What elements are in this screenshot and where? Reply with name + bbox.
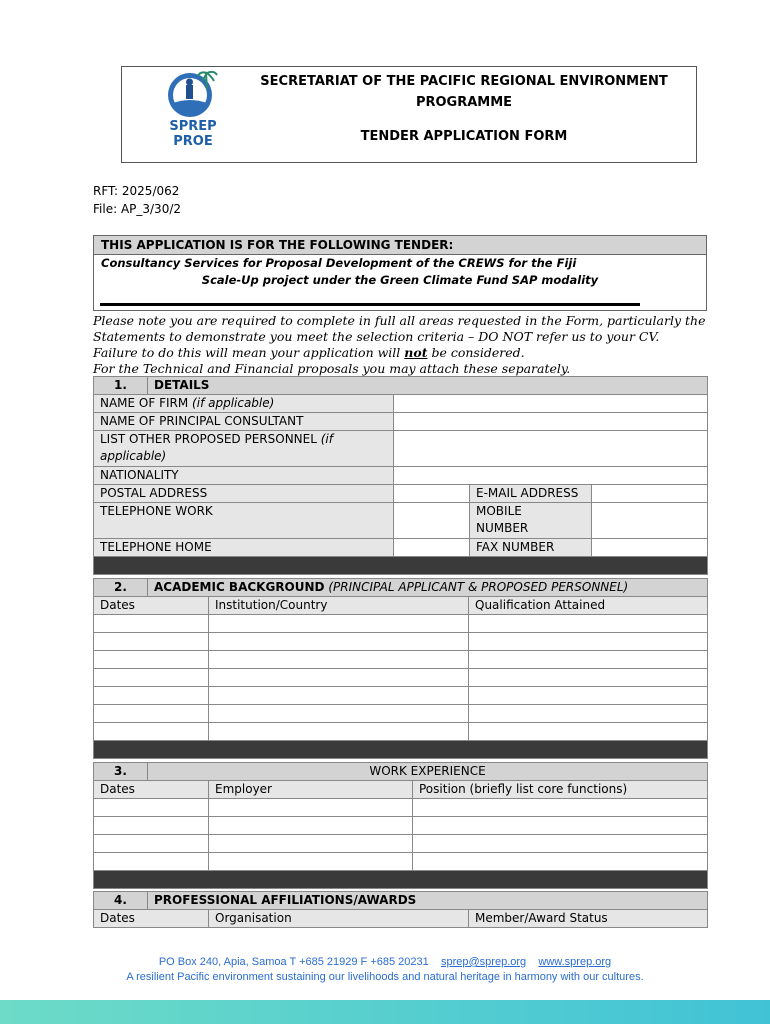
qualification-cell[interactable] (469, 669, 708, 687)
form-title: TENDER APPLICATION FORM (360, 129, 568, 144)
dates-cell[interactable] (94, 669, 209, 687)
institution-cell[interactable] (209, 615, 469, 633)
table-row (94, 669, 708, 687)
label-nationality: NATIONALITY (94, 467, 394, 485)
column-header-qualification: Qualification Attained (469, 597, 708, 615)
section-title: WORK EXPERIENCE (148, 763, 708, 781)
footer-email-link[interactable]: sprep@sprep.org (441, 956, 527, 968)
academic-table (93, 578, 708, 759)
institution-cell[interactable] (209, 723, 469, 741)
email-address-field[interactable] (592, 485, 708, 503)
instructions-note (93, 313, 713, 377)
column-header-position: Position (briefly list core functions) (413, 781, 708, 799)
position-cell[interactable] (413, 835, 708, 853)
dates-cell[interactable] (94, 835, 209, 853)
qualification-cell[interactable] (469, 723, 708, 741)
qualification-cell[interactable] (469, 687, 708, 705)
table-row (94, 687, 708, 705)
label-text: NUMBER (476, 521, 529, 535)
principal-consultant-field[interactable] (394, 413, 708, 431)
section-number: 2. (94, 579, 148, 597)
section-separator (94, 741, 708, 759)
nationality-field[interactable] (394, 467, 708, 485)
footer-contact (0, 956, 770, 968)
label-hint: (if (320, 432, 333, 446)
tender-underline (100, 303, 640, 306)
dates-cell[interactable] (94, 705, 209, 723)
label-principal-consultant: NAME OF PRINCIPAL CONSULTANT (94, 413, 394, 431)
label-fax-number: FAX NUMBER (470, 539, 592, 557)
letterhead-box (121, 66, 697, 163)
section-title: PROFESSIONAL AFFILIATIONS/AWARDS (148, 892, 708, 910)
dates-cell[interactable] (94, 799, 209, 817)
column-header-dates: Dates (94, 597, 209, 615)
position-cell[interactable] (413, 799, 708, 817)
label-hint: (if applicable) (192, 396, 275, 410)
label-email-address: E-MAIL ADDRESS (470, 485, 592, 503)
employer-cell[interactable] (209, 853, 413, 871)
table-row (94, 723, 708, 741)
dates-cell[interactable] (94, 651, 209, 669)
table-row (94, 835, 708, 853)
note-line-3 (93, 345, 713, 361)
dates-cell[interactable] (94, 687, 209, 705)
label-text: LIST OTHER PROPOSED PERSONNEL (100, 432, 321, 446)
institution-cell[interactable] (209, 651, 469, 669)
table-row (94, 651, 708, 669)
table-row (94, 799, 708, 817)
table-row (94, 615, 708, 633)
organisation-name (244, 71, 684, 113)
label-other-personnel (94, 431, 394, 467)
firm-name-field[interactable] (394, 395, 708, 413)
label-hint: applicable) (100, 449, 167, 463)
position-cell[interactable] (413, 817, 708, 835)
tender-box (93, 235, 707, 311)
telephone-home-field[interactable] (394, 539, 470, 557)
logo-text-proe: PROE (173, 134, 213, 149)
mobile-number-field[interactable] (592, 503, 708, 539)
dates-cell[interactable] (94, 817, 209, 835)
dates-cell[interactable] (94, 633, 209, 651)
rft-number: RFT: 2025/062 (93, 184, 180, 198)
footer-color-band (0, 1000, 770, 1024)
note-line-4: For the Technical and Financial proposals you may attach these separately. (93, 361, 571, 376)
section-number: 3. (94, 763, 148, 781)
note-line-3-start: Failure to do this will mean your application will (93, 345, 405, 360)
employer-cell[interactable] (209, 835, 413, 853)
qualification-cell[interactable] (469, 615, 708, 633)
section-title: DETAILS (148, 377, 708, 395)
footer-tagline: A resilient Pacific environment sustaining our livelihoods and natural heritage in harmony with our cultures. (126, 971, 644, 983)
footer-website-link[interactable]: www.sprep.org (538, 956, 612, 968)
section-title-text: ACADEMIC BACKGROUND (154, 580, 325, 594)
postal-address-field[interactable] (394, 485, 470, 503)
dates-cell[interactable] (94, 723, 209, 741)
logo-text-sprep: SPREP (169, 119, 217, 134)
section-number: 1. (94, 377, 148, 395)
institution-cell[interactable] (209, 705, 469, 723)
tender-title (94, 255, 706, 289)
telephone-work-field[interactable] (394, 503, 470, 539)
org-name-line-1: SECRETARIAT OF THE PACIFIC REGIONAL ENVIRONMENT (260, 74, 668, 89)
institution-cell[interactable] (209, 687, 469, 705)
tender-title-line-2: Scale-Up project under the Green Climate Fund SAP modality (201, 273, 599, 287)
note-line-3-end: be considered. (427, 345, 525, 360)
table-row (94, 633, 708, 651)
work-experience-table (93, 762, 708, 889)
fax-number-field[interactable] (592, 539, 708, 557)
label-mobile-number (470, 503, 592, 539)
qualification-cell[interactable] (469, 633, 708, 651)
section-title-hint: (PRINCIPAL APPLICANT & PROPOSED PERSONNEL) (324, 580, 629, 594)
section-title (148, 579, 708, 597)
column-header-employer: Employer (209, 781, 413, 799)
other-personnel-field[interactable] (394, 431, 708, 467)
column-header-institution: Institution/Country (209, 597, 469, 615)
footer-address: PO Box 240, Apia, Samoa T +685 21929 F +685 20231 (158, 956, 429, 968)
note-emphasis-not: not (404, 345, 428, 360)
qualification-cell[interactable] (469, 705, 708, 723)
label-text: NAME OF FIRM (100, 396, 193, 410)
dates-cell[interactable] (94, 615, 209, 633)
qualification-cell[interactable] (469, 651, 708, 669)
column-header-dates: Dates (94, 781, 209, 799)
table-row (94, 817, 708, 835)
label-text: MOBILE (476, 504, 522, 518)
section-number: 4. (94, 892, 148, 910)
label-postal-address: POSTAL ADDRESS (94, 485, 394, 503)
file-number: File: AP_3/30/2 (93, 202, 182, 216)
label-telephone-work: TELEPHONE WORK (94, 503, 394, 539)
section-separator (94, 871, 708, 889)
employer-cell[interactable] (209, 799, 413, 817)
column-header-status: Member/Award Status (469, 910, 708, 928)
table-row (94, 705, 708, 723)
position-cell[interactable] (413, 853, 708, 871)
employer-cell[interactable] (209, 817, 413, 835)
dates-cell[interactable] (94, 853, 209, 871)
institution-cell[interactable] (209, 669, 469, 687)
label-telephone-home: TELEPHONE HOME (94, 539, 394, 557)
org-name-line-2: PROGRAMME (415, 95, 513, 110)
island-emblem-icon (162, 69, 224, 119)
note-line-1: Please note you are required to complete in full all areas requested in the Form, particularly the (93, 313, 706, 328)
column-header-dates: Dates (94, 910, 209, 928)
institution-cell[interactable] (209, 633, 469, 651)
affiliations-table (93, 891, 708, 928)
details-table (93, 376, 708, 575)
tender-heading: THIS APPLICATION IS FOR THE FOLLOWING TENDER: (94, 236, 706, 255)
column-header-organisation: Organisation (209, 910, 469, 928)
note-line-2: Statements to demonstrate you meet the selection criteria – DO NOT refer us to your CV. (93, 329, 660, 344)
label-firm-name (94, 395, 394, 413)
table-row (94, 853, 708, 871)
tender-title-line-1: Consultancy Services for Proposal Development of the CREWS for the Fiji (101, 256, 577, 270)
section-separator (94, 557, 708, 575)
sprep-logo (162, 69, 224, 153)
